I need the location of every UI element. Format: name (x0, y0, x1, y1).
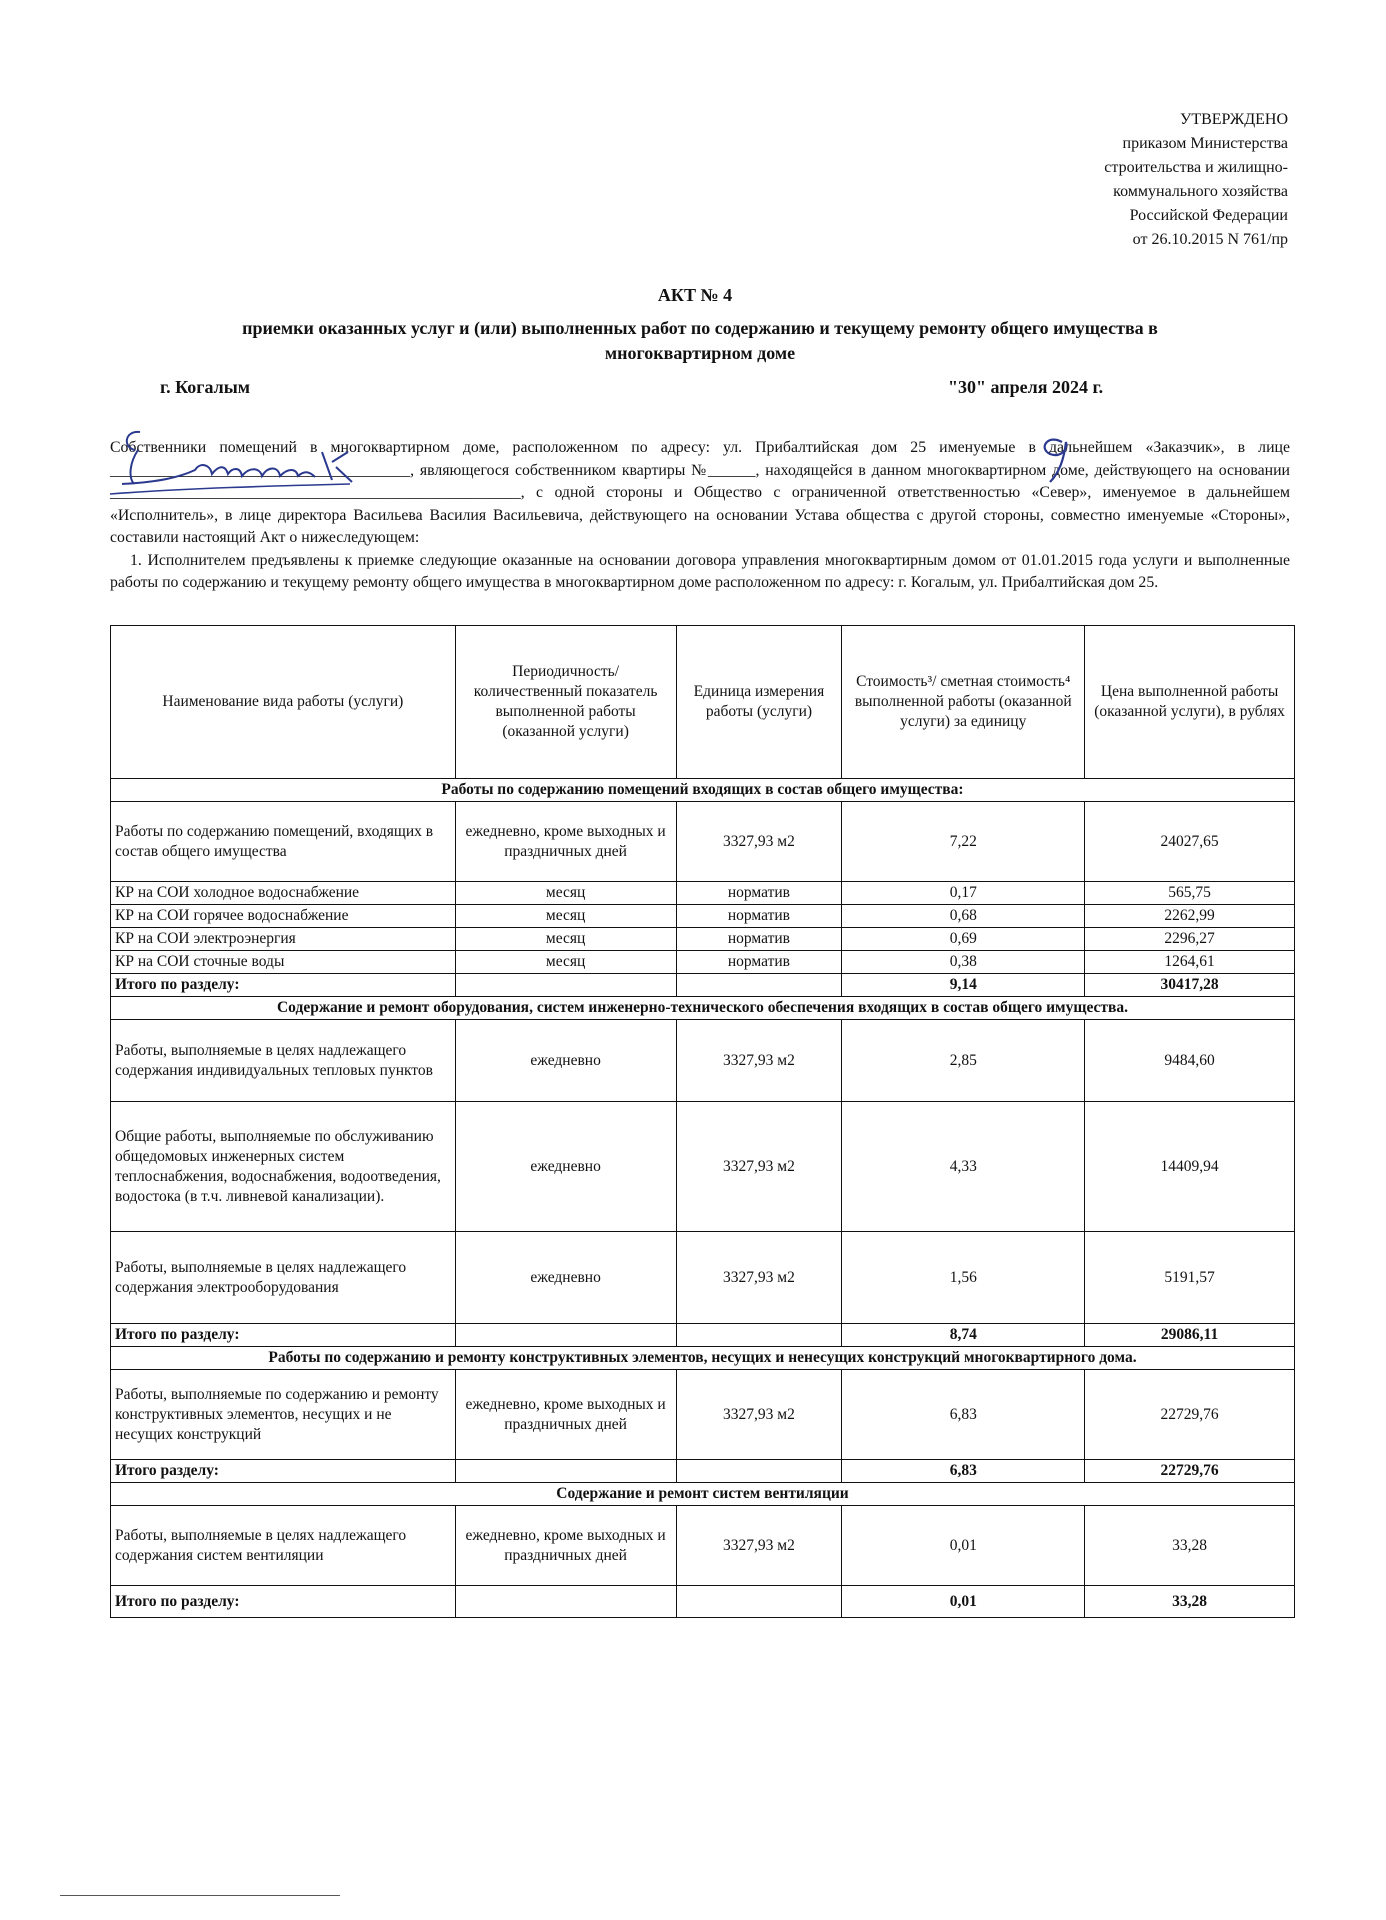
cell-unit-cost: 1,56 (842, 1232, 1085, 1324)
approval-line: коммунального хозяйства (1113, 183, 1288, 200)
document-date: "30" апреля 2024 г. (948, 377, 1104, 397)
table-row (111, 1370, 1295, 1460)
cell-unit-cost: 4,33 (842, 1102, 1085, 1232)
cell-name: КР на СОИ холодное водоснабжение (111, 882, 456, 905)
approval-line: от 26.10.2015 N 761/пр (1132, 231, 1288, 248)
cell-unit: 3327,93 м2 (676, 1370, 842, 1460)
cell-price: 9484,60 (1085, 1020, 1295, 1102)
cell-price: 14409,94 (1085, 1102, 1295, 1232)
apartment-number-handwritten (1010, 428, 1100, 488)
table-row (111, 882, 1295, 905)
header-cell: Стоимость³/ сметная стоимость⁴ выполненной работы (оказанной услуги) за единицу (842, 626, 1085, 779)
intro-paragraph-parties: Собственники помещений в многоквартирном доме, расположенном по адресу: ул. Прибалтийская дом 25 именуемые в дальнейшем «Заказчик», в лице ______________________________________, являющегося собственником квартиры №______, находящейся в данном многоквартирном доме, действующего на основании ____________________________________________________, с одной стороны и Общество с ограниченной ответственностью «Север», именуемое в дальнейшем «Исполнитель», в лице директора Васильева Василия Васильевича, действующего на основании Устава общества с другой стороны, совместно именуемые «Стороны», составили настоящий Акт о нижеследующем: (110, 439, 1290, 546)
city: г. Когалым (160, 377, 251, 397)
intro-paragraph-1: 1. Исполнителем предъявлены к приемке следующие оказанные на основании договора управления многоквартирным домом от 01.01.2015 года услуги и выполненные работы по содержанию и текущему ремонту общего имущества в многоквартирном доме расположенном по адресу: г. Когалым, ул. Прибалтийская дом 25. (110, 551, 1290, 591)
cell-price: 5191,57 (1085, 1232, 1295, 1324)
cell-periodicity: месяц (455, 951, 676, 974)
cell-periodicity: месяц (455, 882, 676, 905)
approval-line: Российской Федерации (1129, 207, 1288, 224)
cell-periodicity: месяц (455, 928, 676, 951)
cell-name: Работы, выполняемые по содержанию и ремонту конструктивных элементов, несущих и не несущих конструкций (111, 1370, 456, 1460)
approval-line: строительства и жилищно- (1104, 159, 1288, 176)
section-title: Содержание и ремонт оборудования, систем инженерно-технического обеспечения входящих в состав общего имущества. (111, 997, 1295, 1020)
cell-unit: норматив (676, 928, 842, 951)
cell-name: Работы, выполняемые в целях надлежащего содержания систем вентиляции (111, 1506, 456, 1586)
cell-name: Работы, выполняемые в целях надлежащего содержания электрооборудования (111, 1232, 456, 1324)
table-row (111, 1506, 1295, 1586)
total-unit-cost: 9,14 (842, 974, 1085, 997)
cell-price: 1264,61 (1085, 951, 1295, 974)
cell-name: КР на СОИ электроэнергия (111, 928, 456, 951)
header-cell: Цена выполненной работы (оказанной услуги), в рублях (1085, 626, 1295, 779)
works-table (110, 625, 1295, 1618)
header-cell: Периодичность/ количественный показатель выполненной работы (оказанной услуги) (455, 626, 676, 779)
approval-line: УТВЕРЖДЕНО (1179, 111, 1288, 128)
cell-periodicity: ежедневно, кроме выходных и праздничных дней (455, 802, 676, 882)
total-price: 29086,11 (1085, 1324, 1295, 1347)
section-title: Работы по содержанию и ремонту конструктивных элементов, несущих и ненесущих конструкций многоквартирного дома. (111, 1347, 1295, 1370)
cell-unit: 3327,93 м2 (676, 1020, 842, 1102)
cell-price: 22729,76 (1085, 1370, 1295, 1460)
table-header-row (111, 626, 1295, 779)
cell-periodicity: ежедневно, кроме выходных и праздничных дней (455, 1506, 676, 1586)
total-price: 33,28 (1085, 1586, 1295, 1618)
cell-periodicity: ежедневно (455, 1102, 676, 1232)
total-unit-cost: 8,74 (842, 1324, 1085, 1347)
total-unit-cost: 6,83 (842, 1460, 1085, 1483)
document-title: АКТ № 4 (657, 285, 733, 305)
cell-unit: норматив (676, 882, 842, 905)
cell-name: Общие работы, выполняемые по обслуживанию общедомовых инженерных систем теплоснабжения, водоснабжения, водоотведения, водостока (в т.ч. ливневой канализации). (111, 1102, 456, 1232)
cell-unit: 3327,93 м2 (676, 1506, 842, 1586)
cell-unit: 3327,93 м2 (676, 1232, 842, 1324)
cell-unit-cost: 0,69 (842, 928, 1085, 951)
cell-unit-cost: 0,38 (842, 951, 1085, 974)
cell-periodicity: месяц (455, 905, 676, 928)
cell-unit-cost: 7,22 (842, 802, 1085, 882)
total-label: Итого по разделу: (111, 974, 456, 997)
cell-periodicity: ежедневно (455, 1020, 676, 1102)
cell-unit: норматив (676, 951, 842, 974)
section-total-row (111, 1460, 1295, 1483)
document-subtitle: приемки оказанных услуг и (или) выполненных работ по содержанию и текущему ремонту общего имущества в многоквартирном доме (242, 318, 1158, 363)
cell-unit-cost: 0,68 (842, 905, 1085, 928)
table-row (111, 1020, 1295, 1102)
cell-price: 565,75 (1085, 882, 1295, 905)
cell-unit: 3327,93 м2 (676, 1102, 842, 1232)
approval-block (1028, 108, 1288, 252)
approval-line: приказом Министерства (1122, 135, 1288, 152)
table-row (111, 951, 1295, 974)
cell-name: Работы по содержанию помещений, входящих в состав общего имущества (111, 802, 456, 882)
total-unit-cost: 0,01 (842, 1586, 1085, 1618)
total-price: 22729,76 (1085, 1460, 1295, 1483)
cell-periodicity: ежедневно (455, 1232, 676, 1324)
section-title-row (111, 1483, 1295, 1506)
cell-price: 2296,27 (1085, 928, 1295, 951)
cell-price: 2262,99 (1085, 905, 1295, 928)
section-title: Работы по содержанию помещений входящих в состав общего имущества: (111, 779, 1295, 802)
total-label: Итого по разделу: (111, 1324, 456, 1347)
section-total-row (111, 974, 1295, 997)
cell-unit-cost: 2,85 (842, 1020, 1085, 1102)
cell-unit: 3327,93 м2 (676, 802, 842, 882)
total-label: Итого разделу: (111, 1460, 456, 1483)
cell-unit-cost: 6,83 (842, 1370, 1085, 1460)
table-row (111, 1102, 1295, 1232)
total-label: Итого по разделу: (111, 1586, 456, 1618)
cell-unit-cost: 0,01 (842, 1506, 1085, 1586)
cell-periodicity: ежедневно, кроме выходных и праздничных дней (455, 1370, 676, 1460)
handwritten-signature (100, 422, 410, 502)
cell-name: Работы, выполняемые в целях надлежащего содержания индивидуальных тепловых пунктов (111, 1020, 456, 1102)
table-row (111, 802, 1295, 882)
cell-unit-cost: 0,17 (842, 882, 1085, 905)
cell-name: КР на СОИ горячее водоснабжение (111, 905, 456, 928)
section-total-row (111, 1324, 1295, 1347)
total-price: 30417,28 (1085, 974, 1295, 997)
section-title-row (111, 997, 1295, 1020)
table-row (111, 1232, 1295, 1324)
cell-name: КР на СОИ сточные воды (111, 951, 456, 974)
section-title-row (111, 1347, 1295, 1370)
header-cell: Единица измерения работы (услуги) (676, 626, 842, 779)
table-row (111, 905, 1295, 928)
cell-price: 33,28 (1085, 1506, 1295, 1586)
cell-unit: норматив (676, 905, 842, 928)
section-total-row (111, 1586, 1295, 1618)
section-title: Содержание и ремонт систем вентиляции (111, 1483, 1295, 1506)
cell-price: 24027,65 (1085, 802, 1295, 882)
section-title-row (111, 779, 1295, 802)
table-row (111, 928, 1295, 951)
header-cell: Наименование вида работы (услуги) (111, 626, 456, 779)
page-bottom-rule (60, 1895, 340, 1896)
